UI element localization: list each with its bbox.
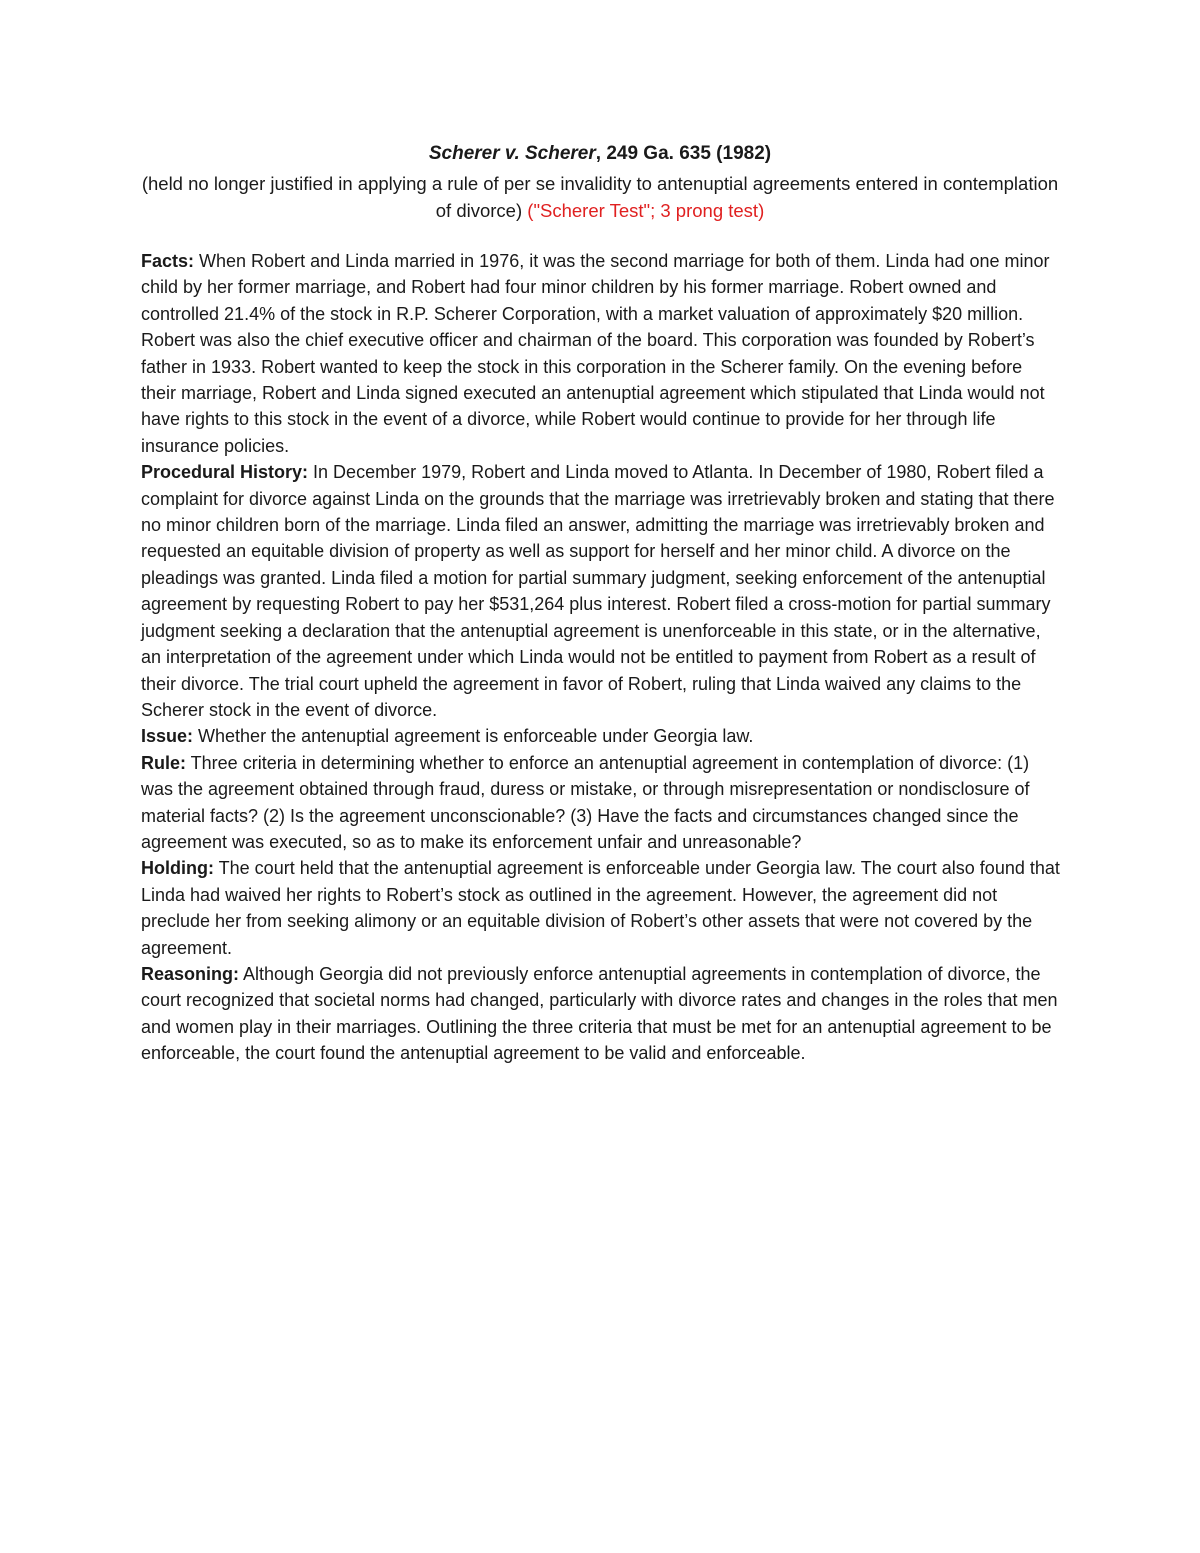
procedural-history-section [141,459,1061,723]
reasoning-text: Although Georgia did not previously enforce antenuptial agreements in contemplation of divorce, the court recognized that societal norms had changed, particularly with divorce rates and changes in the roles that men and women play in their marriages. Outlining the three criteria that must be met for an antenuptial agreement to be enforceable, the court found the antenuptial agreement to be valid and enforceable. [141,963,1058,1064]
rule-label: Rule: [141,752,186,773]
issue-section [141,723,1061,749]
facts-section [141,248,1061,459]
case-subtitle [140,170,1060,224]
issue-text: Whether the antenuptial agreement is enforceable under Georgia law. [193,726,754,747]
rule-section [141,750,1061,856]
facts-label: Facts: [141,251,195,271]
issue-label: Issue: [141,726,194,747]
case-header [140,140,1060,224]
case-brief-body [141,248,1061,1067]
scherer-test-note: ("Scherer Test"; 3 prong test) [527,200,765,221]
reasoning-section [141,961,1061,1067]
holding-label: Holding: [141,858,214,879]
case-citation: , 249 Ga. 635 (1982) [595,143,772,164]
procedural-history-text: In December 1979, Robert and Linda moved to Atlanta. In December of 1980, Robert filed a complaint for divorce against Linda on the grounds that the marriage was irretrievably broken and stating that there no minor children born of the marriage. Linda filed an answer, admitting the marriage was irretrievably broken and requested an equitable division of property as well as support for herself and her minor child. A divorce on the pleadings was granted. Linda filed a motion for partial summary judgment, seeking enforcement of the antenuptial agreement by requesting Robert to pay her $531,264 plus interest. Robert filed a cross-motion for partial summary judgment seeking a declaration that the antenuptial agreement is unenforceable in this state, or in the alternative, an interpretation of the agreement under which Linda would not be entitled to payment from Robert as a result of their divorce. The trial court upheld the agreement in favor of Robert, ruling that Linda waived any claims to the Scherer stock in the event of divorce. [141,462,1055,720]
holding-text: The court held that the antenuptial agreement is enforceable under Georgia law. The court also found that Linda had waived her rights to Robert’s stock as outlined in the agreement. However, the agreement did not preclude her from seeking alimony or an equitable division of Robert’s other assets that were not covered by the agreement. [141,858,1060,958]
case-name: Scherer v. Scherer [428,143,596,164]
case-title [140,140,1060,168]
reasoning-label: Reasoning: [141,963,240,984]
facts-text: When Robert and Linda married in 1976, it was the second marriage for both of them. Linda had one minor child by her former marriage, and Robert had four minor children by his former marriage. Robert owned and controlled 21.4% of the stock in R.P. Scherer Corporation, with a market valuation of approximately $20 million. Robert was also the chief executive officer and chairman of the board. This corporation was founded by Robert’s father in 1933. Robert wanted to keep the stock in this corporation in the Scherer family. On the evening before their marriage, Robert and Linda signed executed an antenuptial agreement which stipulated that Linda would not have rights to this stock in the event of a divorce, while Robert would continue to provide for her through life insurance policies. [141,251,1050,456]
procedural-history-label: Procedural History: [141,462,309,483]
rule-text: Three criteria in determining whether to enforce an antenuptial agreement in contemplation of divorce: (1) was the agreement obtained through fraud, duress or mistake, or through misrepresentation or nondisclosure of material facts? (2) Is the agreement unconscionable? (3) Have the facts and circumstances changed since the agreement was executed, so as to make its enforcement unfair and unreasonable? [141,752,1030,852]
case-note: (held no longer justified in applying a rule of per se invalidity to antenuptial agreements entered in contemplation of divorce) [141,173,1059,221]
holding-section [141,855,1061,961]
